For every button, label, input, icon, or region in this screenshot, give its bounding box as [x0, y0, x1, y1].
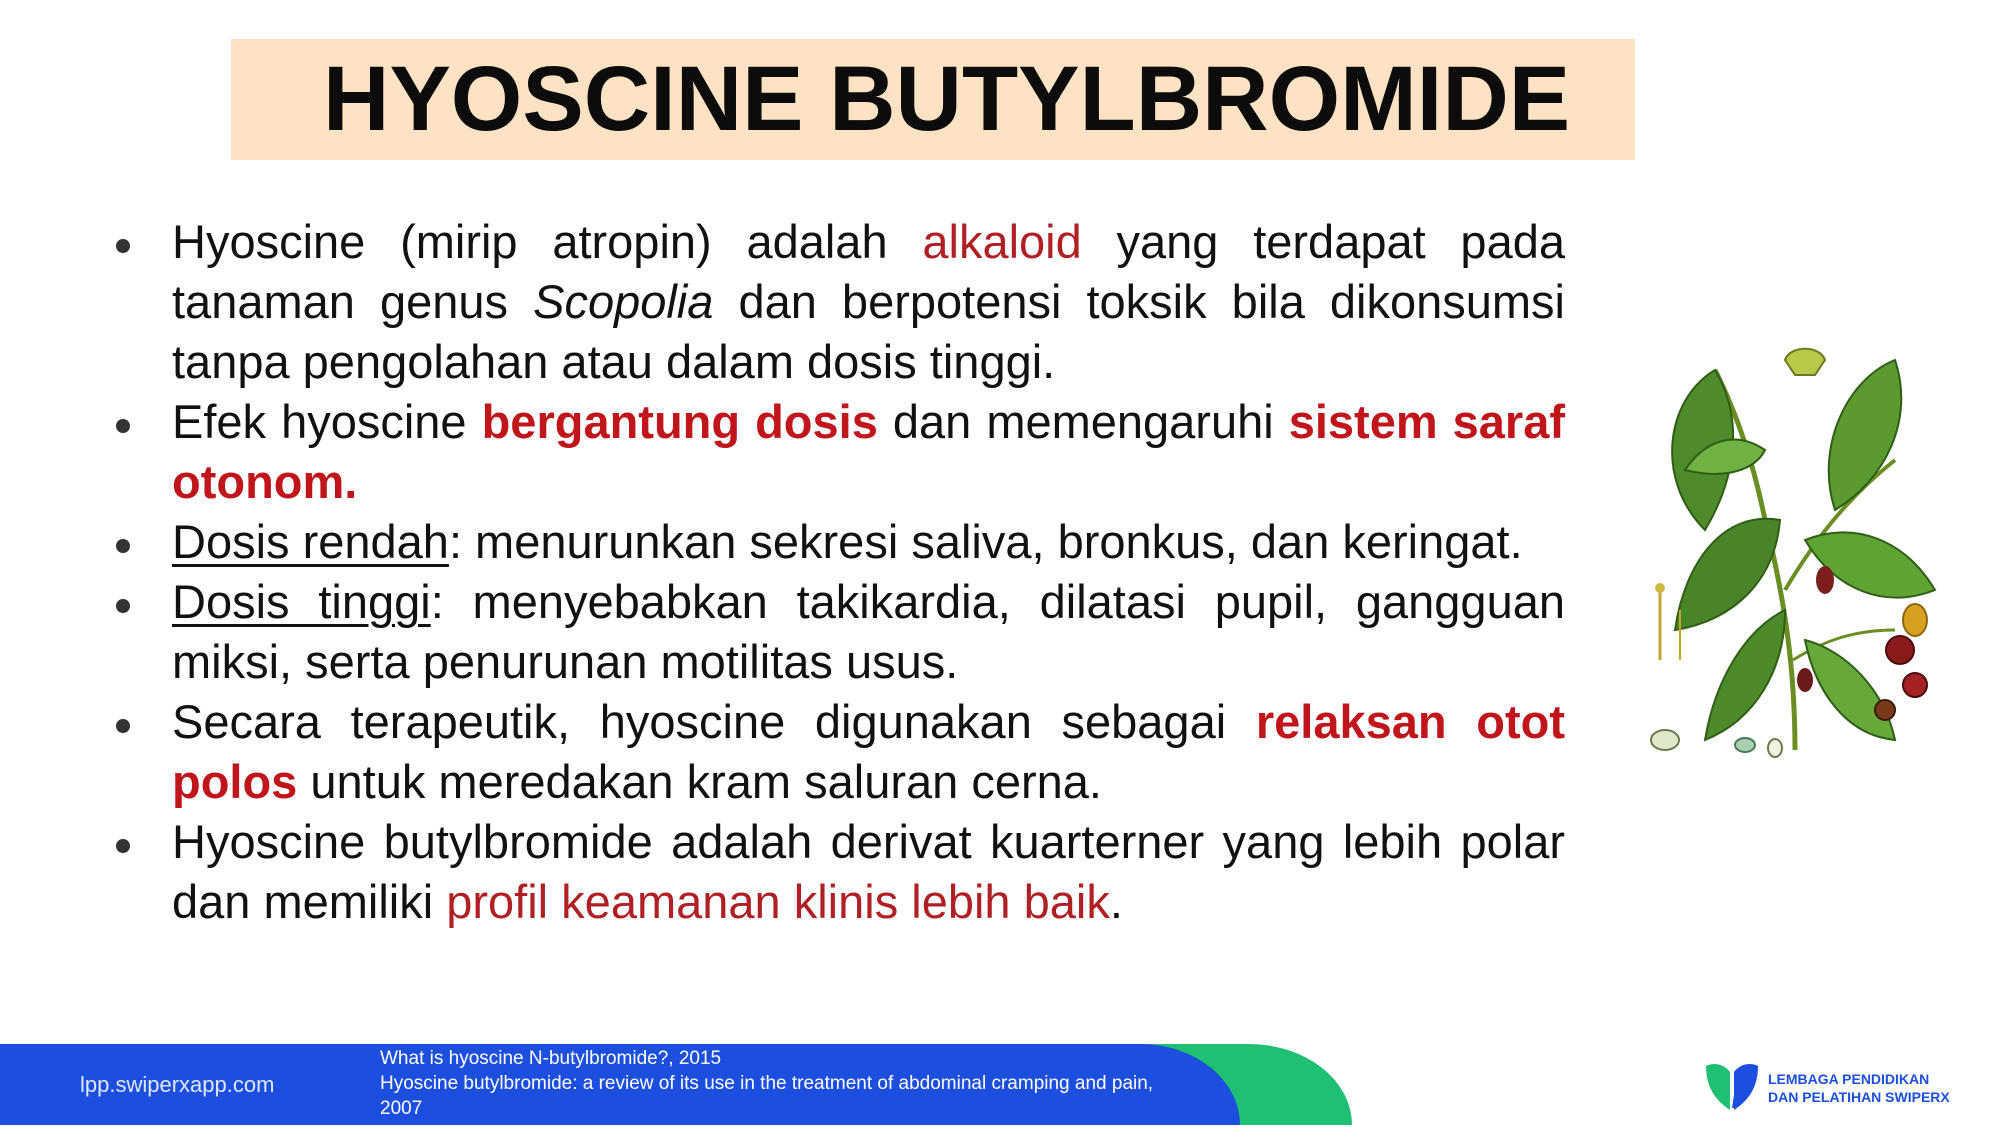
bullet-text-segment: profil keamanan klinis lebih baik: [446, 875, 1110, 928]
bullet-text-segment: sistem saraf otonom.: [172, 395, 1565, 508]
bullet-text-segment: Hyoscine butylbromide adalah derivat kuarterner yang lebih polar dan memiliki: [172, 815, 1565, 928]
bullet-text-segment: alkaloid: [922, 215, 1082, 268]
bullet-dot-icon: [116, 239, 130, 253]
plant-illustration: [1645, 340, 1945, 760]
bullet-text-segment: yang terdapat pada tanaman genus: [172, 215, 1565, 328]
slide-title: HYOSCINE BUTYLBROMIDE: [323, 48, 1571, 150]
bullet-item: [110, 212, 1565, 392]
bullet-text-segment: Hyoscine (mirip atropin) adalah: [172, 215, 923, 268]
bullet-text-segment: dan memengaruhi: [877, 395, 1289, 448]
organization-logo: [1700, 1058, 1970, 1114]
bullet-text-segment: dan berpotensi toksik bila dikonsumsi tanpa pengolahan atau dalam dosis tinggi.: [172, 275, 1566, 388]
bullet-dot-icon: [116, 599, 130, 613]
bullet-dot-icon: [116, 539, 130, 553]
bullet-item: [110, 512, 1565, 572]
bullet-text-segment: Secara terapeutik, hyoscine digunakan sebagai: [172, 695, 1256, 748]
logo-text: [1768, 1070, 1950, 1106]
bullet-text-segment: .: [1109, 875, 1123, 928]
bullet-list: [110, 212, 1565, 932]
logo-line-1: LEMBAGA PENDIDIKAN: [1768, 1071, 1930, 1087]
bullet-text-segment: untuk meredakan kram saluran cerna.: [297, 755, 1102, 808]
bullet-item: [110, 812, 1565, 932]
bullet-text-segment: : menurunkan sekresi saliva, bronkus, dan keringat.: [448, 515, 1523, 568]
reference-item: Hyoscine butylbromide: a review of its use in the treatment of abdominal cramping and pain, 2007: [380, 1073, 1154, 1119]
bullet-text-segment: Dosis tinggi: [172, 575, 431, 628]
bullet-text-segment: : menyebabkan takikardia, dilatasi pupil, gangguan miksi, serta penurunan motilitas usus.: [172, 575, 1565, 688]
bullet-text-segment: relaksan otot polos: [172, 695, 1565, 808]
logo-line-2: DAN PELATIHAN SWIPERX: [1768, 1089, 1950, 1105]
bullet-item: [110, 572, 1565, 692]
footer-url-link[interactable]: lpp.swiperxapp.com: [80, 1072, 275, 1097]
bullet-text-segment: Efek hyoscine: [172, 395, 482, 448]
bullet-dot-icon: [116, 839, 130, 853]
reference-item: Pharmacotherapy Update: Hyoscine Butylbromide in the Treatment of Abdominal: [380, 1123, 1060, 1144]
bullet-item: [110, 392, 1565, 512]
bullet-item: [110, 692, 1565, 812]
bullet-text-segment: bergantung dosis: [481, 395, 878, 448]
bullet-dot-icon: [116, 419, 130, 433]
footer-references: [380, 1046, 1200, 1144]
bullet-text-segment: Dosis rendah: [172, 515, 449, 568]
heart-shield-icon: [1700, 1058, 1764, 1114]
bullet-dot-icon: [116, 719, 130, 733]
title-banner: [231, 39, 1635, 160]
bullet-text-segment: Scopolia: [533, 275, 714, 328]
reference-item: What is hyoscine N-butylbromide?, 2015: [380, 1048, 722, 1069]
